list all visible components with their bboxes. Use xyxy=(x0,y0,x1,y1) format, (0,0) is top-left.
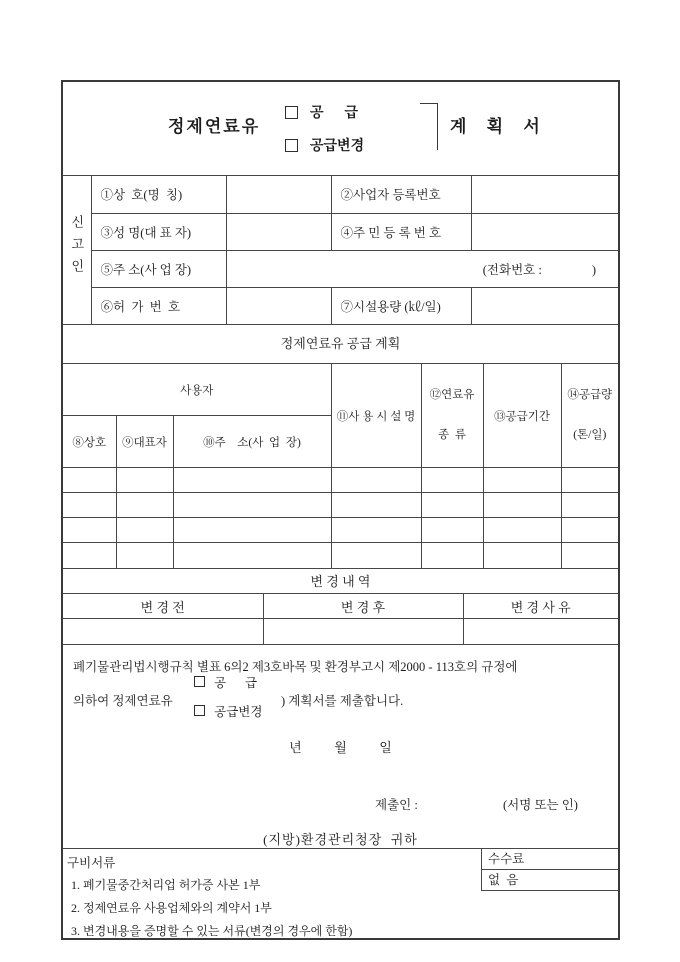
empty-cell xyxy=(421,518,483,543)
empty-cell xyxy=(173,518,331,543)
table-row xyxy=(63,619,618,644)
table-row xyxy=(63,176,618,213)
table-row xyxy=(63,213,618,250)
empty-cell xyxy=(116,543,173,568)
statement-line2-suffix: ) 계획서를 제출합니다. xyxy=(281,693,404,708)
header-user-addr: ⑩주 소(사 업 장) xyxy=(173,416,331,468)
label-address: ⑤주 소(사 업 장) xyxy=(91,250,226,287)
change-history-section xyxy=(63,568,618,644)
empty-cell xyxy=(173,543,331,568)
header-supply-amount-line2: (톤/일) xyxy=(573,428,607,441)
attachment-item: 3. 변경내용을 증명할 수 있는 서류(변경의 경우에 한함) xyxy=(71,923,353,938)
header-change-before: 변 경 전 xyxy=(63,594,263,619)
fee-box xyxy=(481,849,620,891)
table-row xyxy=(63,493,618,518)
table-row xyxy=(63,468,618,493)
empty-cell xyxy=(63,493,116,518)
declarant-table xyxy=(63,176,618,324)
empty-cell xyxy=(116,468,173,493)
change-history-table xyxy=(63,569,618,644)
empty-cell xyxy=(63,518,116,543)
empty-cell xyxy=(421,493,483,518)
empty-cell xyxy=(561,493,618,518)
field-address-phone: (전화번호 : ) xyxy=(226,250,618,287)
statement-section xyxy=(63,644,618,848)
statement-option-supply xyxy=(194,673,257,691)
label-business-reg-no: ②사업자 등록번호 xyxy=(331,176,471,213)
empty-cell xyxy=(483,518,561,543)
empty-cell xyxy=(561,543,618,568)
supply-change-checkbox-label: 공급변경 xyxy=(310,139,365,154)
empty-cell xyxy=(483,543,561,568)
statement-change-checkbox[interactable] xyxy=(194,705,205,716)
supply-checkbox[interactable] xyxy=(285,106,298,119)
header-supply-period: ⑬공급기간 xyxy=(483,364,561,468)
supply-checkbox-label: 공 급 xyxy=(310,106,359,121)
label-company-name: ①상 호(명 칭) xyxy=(91,176,226,213)
empty-cell xyxy=(421,543,483,568)
statement-supply-label: 공 급 xyxy=(214,675,258,690)
statement-line2-prefix: 의하여 정제연료유 xyxy=(73,693,173,708)
header-change-reason: 변 경 사 유 xyxy=(463,594,618,619)
field-business-reg-no xyxy=(471,176,618,213)
field-representative-name xyxy=(226,213,331,250)
submitter-label: 제출인 : xyxy=(375,797,418,812)
title-option-change xyxy=(285,135,364,155)
label-representative-name: ③성 명(대 표 자) xyxy=(91,213,226,250)
supply-plan-section-title: 정제연료유 공급 계획 xyxy=(63,324,618,363)
header-fuel-type-line1: ⑫연료유 xyxy=(429,389,475,401)
empty-cell xyxy=(483,468,561,493)
empty-cell xyxy=(463,619,618,644)
supply-plan-section xyxy=(63,363,618,568)
label-facility-capacity: ⑦시설용량 (㎘/일) xyxy=(331,287,471,324)
empty-cell xyxy=(421,468,483,493)
change-section-title: 변 경 내 역 xyxy=(63,569,618,594)
header-user-rep: ⑨대표자 xyxy=(116,416,173,468)
empty-cell xyxy=(116,493,173,518)
supply-plan-table xyxy=(63,364,618,568)
statement-change-label: 공급변경 xyxy=(214,704,263,719)
field-facility-capacity xyxy=(471,287,618,324)
field-resident-reg-no xyxy=(471,213,618,250)
empty-cell xyxy=(331,518,421,543)
fee-label: 수수료 xyxy=(482,849,620,870)
table-row xyxy=(63,250,618,287)
empty-cell xyxy=(331,468,421,493)
empty-cell xyxy=(173,468,331,493)
field-permit-no xyxy=(226,287,331,324)
header-user-group: 사용자 xyxy=(63,364,331,416)
attachments-title: 구비서류 xyxy=(67,855,116,870)
header-change-after: 변 경 후 xyxy=(263,594,463,619)
table-header-row xyxy=(63,364,618,416)
field-company-name xyxy=(226,176,331,213)
supply-change-checkbox[interactable] xyxy=(285,139,298,152)
declarant-side-cell xyxy=(63,176,91,324)
statement-line1: 폐기물관리법시행규칙 별표 6의2 제3호바목 및 환경부고시 제2000 - 113호의 규정에 xyxy=(73,659,518,674)
title-option-supply xyxy=(285,102,358,122)
empty-cell xyxy=(331,543,421,568)
label-resident-reg-no: ④주 민 등 록 번 호 xyxy=(331,213,471,250)
header-user-name: ⑧상호 xyxy=(63,416,116,468)
label-permit-no: ⑥허 가 번 호 xyxy=(91,287,226,324)
declarant-side-label: 신고인 xyxy=(69,215,85,281)
form-subject: 정제연료유 xyxy=(168,117,261,136)
form-title-block xyxy=(63,82,618,175)
table-header-row xyxy=(63,569,618,594)
form-document xyxy=(61,80,620,940)
form-title-suffix: 계 획 서 xyxy=(450,117,548,136)
footer-section xyxy=(63,848,618,940)
fee-value: 없 음 xyxy=(482,870,620,891)
table-row xyxy=(63,518,618,543)
header-fuel-type-line2: 종 류 xyxy=(438,428,467,441)
signature-note: (서명 또는 인) xyxy=(503,797,578,812)
attachment-item: 2. 정제연료유 사용업체와의 계약서 1부 xyxy=(71,900,272,915)
header-facility-name: ⑪사 용 시 설 명 xyxy=(331,364,421,468)
header-supply-amount xyxy=(561,364,618,468)
empty-cell xyxy=(173,493,331,518)
empty-cell xyxy=(561,518,618,543)
recipient-line: (지방)환경관리청장 귀하 xyxy=(263,831,418,847)
empty-cell xyxy=(63,619,263,644)
empty-cell xyxy=(561,468,618,493)
empty-cell xyxy=(63,468,116,493)
table-row xyxy=(63,543,618,568)
title-bracket-line xyxy=(420,103,438,150)
table-row xyxy=(63,287,618,324)
header-supply-amount-line1: ⑭공급량 xyxy=(567,389,613,401)
empty-cell xyxy=(116,518,173,543)
empty-cell xyxy=(63,543,116,568)
statement-supply-checkbox[interactable] xyxy=(194,676,205,687)
empty-cell xyxy=(483,493,561,518)
header-fuel-type xyxy=(421,364,483,468)
empty-cell xyxy=(263,619,463,644)
attachment-item: 1. 폐기물중간처리업 허가증 사본 1부 xyxy=(71,877,261,892)
table-header-row xyxy=(63,594,618,619)
empty-cell xyxy=(331,493,421,518)
date-line: 년 월 일 xyxy=(289,739,392,755)
statement-option-change xyxy=(194,702,262,720)
declarant-section xyxy=(63,175,618,324)
